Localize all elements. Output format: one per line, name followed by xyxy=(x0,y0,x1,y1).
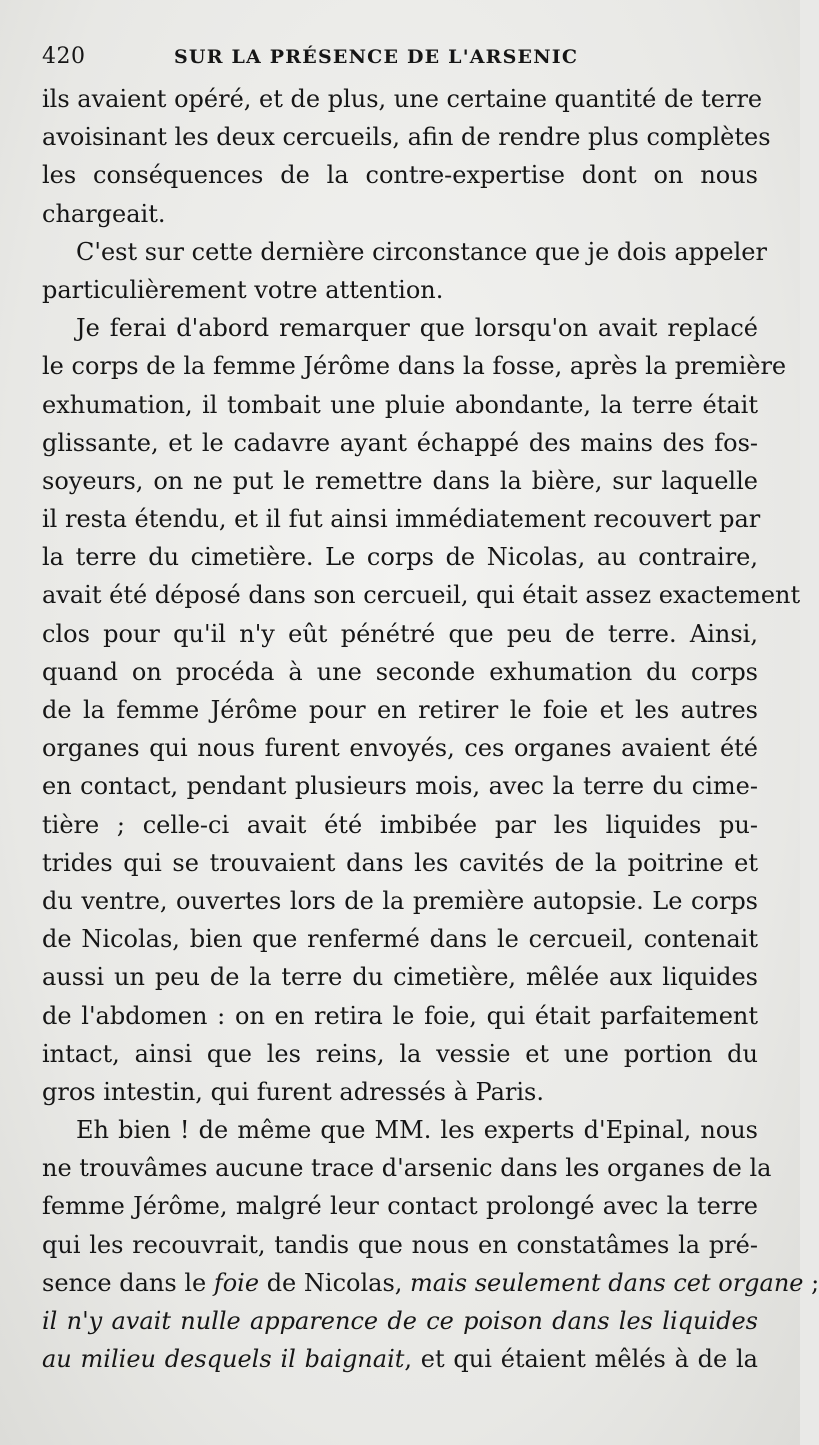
text-run: ne trouvâmes aucune trace d'arsenic dans les organes de la xyxy=(42,1154,772,1183)
text-line xyxy=(42,844,758,882)
text-run: la terre du cimetière. Le corps de Nicolas, au contraire, xyxy=(42,543,758,572)
text-run: avait été déposé dans son cercueil, qui était assez exactement xyxy=(42,581,801,610)
page-header xyxy=(42,40,762,80)
text-line xyxy=(42,500,761,538)
text-run: avoisinant les deux cercueils, afin de rendre plus complètes xyxy=(42,123,771,152)
text-run: organes qui nous furent envoyés, ces organes avaient été xyxy=(42,734,758,763)
italic-text: mais seulement dans cet organe xyxy=(410,1268,804,1297)
text-line xyxy=(42,424,758,462)
text-line xyxy=(42,691,758,729)
text-line xyxy=(42,576,801,614)
text-line xyxy=(42,271,758,309)
text-run: glissante, et le cadavre ayant échappé des mains des fos- xyxy=(42,428,758,457)
body-text xyxy=(42,80,819,1378)
text-run: Je ferai d'abord remarquer que lorsqu'on avait replacé xyxy=(76,314,758,343)
text-line xyxy=(42,1340,758,1378)
text-line xyxy=(42,958,758,996)
text-line xyxy=(42,767,758,805)
italic-text: il n'y avait nulle apparence de ce poison dans les liquides xyxy=(42,1307,758,1335)
italic-text: au milieu desquels il baignait xyxy=(42,1345,405,1374)
text-line xyxy=(42,1264,819,1302)
text-line xyxy=(42,1111,758,1149)
text-line xyxy=(42,1073,758,1111)
text-run: gros intestin, qui furent adressés à Paris. xyxy=(42,1077,544,1106)
text-line xyxy=(42,233,767,271)
text-run: tière ; celle-ci avait été imbibée par les liquides pu- xyxy=(42,810,758,839)
text-line xyxy=(42,653,758,691)
text-run: les conséquences de la contre-expertise dont on nous xyxy=(42,161,758,190)
text-line xyxy=(42,1302,758,1340)
text-line xyxy=(42,997,758,1035)
text-run: il resta étendu, et il fut ainsi immédiatement recouvert par xyxy=(42,505,761,534)
text-run: trides qui se trouvaient dans les cavités de la poitrine et xyxy=(42,848,758,877)
text-line xyxy=(42,462,758,500)
italic-text: foie xyxy=(213,1268,260,1297)
text-line xyxy=(42,80,763,118)
text-line xyxy=(42,1226,758,1264)
text-run: de la femme Jérôme pour en retirer le foie et les autres xyxy=(42,696,758,724)
text-run: C'est sur cette dernière circonstance que je dois appeler xyxy=(76,237,767,266)
text-run: chargeait. xyxy=(42,199,166,228)
text-run: de l'abdomen : on en retira le foie, qui était parfaitement xyxy=(42,1001,758,1030)
text-run: le corps de la femme Jérôme dans la fosse, après la première xyxy=(42,352,787,381)
text-run: de Nicolas, bien que renfermé dans le cercueil, contenait xyxy=(42,925,758,954)
text-run: exhumation, il tombait une pluie abondante, la terre était xyxy=(42,390,758,419)
text-line xyxy=(42,615,758,653)
text-run: clos pour qu'il n'y eût pénétré que peu de terre. Ainsi, xyxy=(42,619,758,648)
text-run: aussi un peu de la terre du cimetière, mêlée aux liquides xyxy=(42,963,758,992)
text-run: soyeurs, on ne put le remettre dans la bière, sur laquelle xyxy=(42,466,758,495)
text-line xyxy=(42,1187,758,1225)
text-line xyxy=(42,538,758,576)
text-line xyxy=(42,347,787,385)
text-run: quand on procéda à une seconde exhumation du corps xyxy=(42,657,758,686)
text-line xyxy=(42,156,758,194)
text-run: du ventre, ouvertes lors de la première autopsie. Le corps xyxy=(42,886,758,915)
text-run: en contact, pendant plusieurs mois, avec la terre du cime- xyxy=(42,772,758,801)
text-run: intact, ainsi que les reins, la vessie et une portion du xyxy=(42,1039,758,1068)
text-run: sence dans le xyxy=(42,1268,214,1297)
text-line xyxy=(42,729,758,767)
text-run: particulièrement votre attention. xyxy=(42,275,444,304)
page-number: 420 xyxy=(42,44,86,69)
text-line xyxy=(42,309,758,347)
running-title: SUR LA PRÉSENCE DE L'ARSENIC xyxy=(174,46,579,68)
text-line xyxy=(42,195,758,233)
text-run: Eh bien ! de même que MM. les experts d'Epinal, nous xyxy=(76,1116,758,1145)
text-run: qui les recouvrait, tandis que nous en constatâmes la pré- xyxy=(42,1230,758,1259)
text-line xyxy=(42,386,758,424)
text-line xyxy=(42,1149,772,1187)
text-run: ils avaient opéré, et de plus, une certaine quantité de terre xyxy=(42,85,763,113)
text-line xyxy=(42,806,758,844)
text-run: femme Jérôme, malgré leur contact prolongé avec la terre xyxy=(42,1192,758,1221)
text-run: , et qui étaient mêlés à de la xyxy=(404,1345,758,1374)
text-run: ; xyxy=(803,1268,819,1297)
text-line xyxy=(42,118,771,156)
text-line xyxy=(42,882,758,920)
text-run: de Nicolas, xyxy=(259,1268,411,1297)
text-line xyxy=(42,920,758,958)
text-line xyxy=(42,1035,758,1073)
